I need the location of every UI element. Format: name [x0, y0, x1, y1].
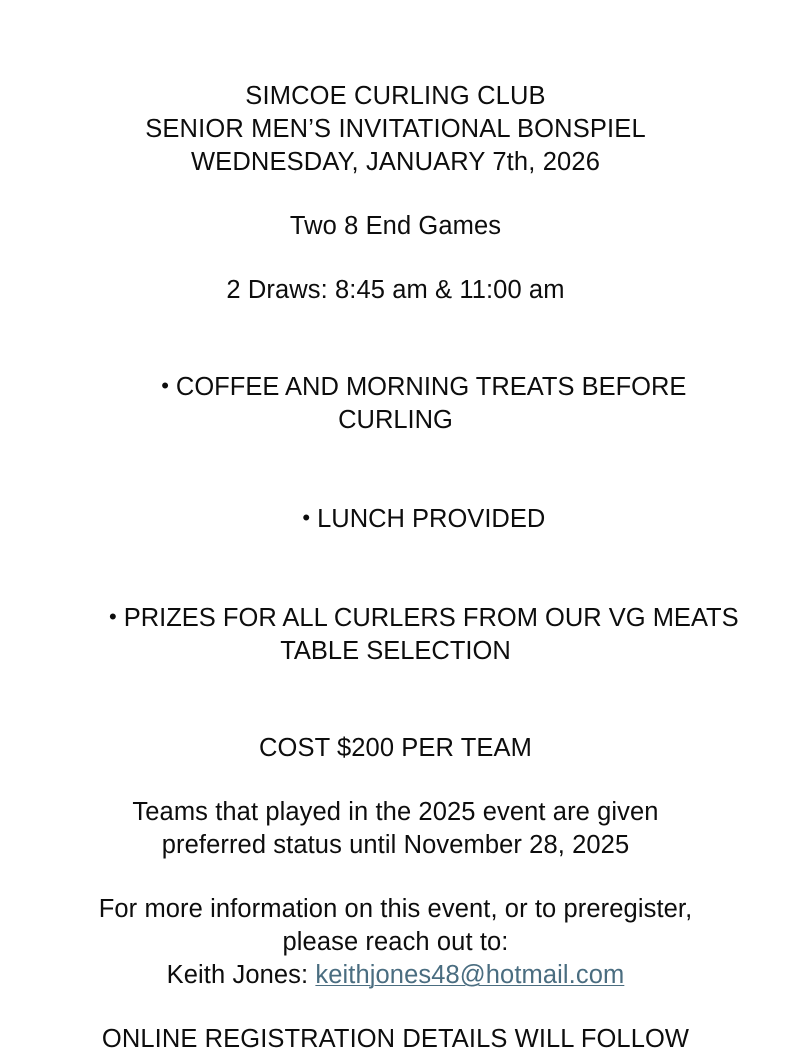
event-date: WEDNESDAY, JANUARY 7th, 2026 [190, 148, 601, 176]
organization-title: SIMCOE CURLING CLUB [245, 82, 546, 110]
bullet-icon: • [161, 373, 169, 399]
list-item-label: LUNCH PROVIDED [317, 505, 546, 533]
bullet-icon: • [109, 604, 117, 630]
list-item [48, 470, 743, 569]
draw-times-block [48, 274, 743, 307]
cost-block [48, 732, 743, 765]
contact-name-label: Keith Jones: [166, 961, 316, 989]
event-name-title: SENIOR MEN’S INVITATIONAL BONSPIEL [145, 115, 646, 143]
inclusions-list [48, 338, 746, 701]
footer-text: ONLINE REGISTRATION DETAILS WILL FOLLOW [101, 1025, 690, 1053]
list-item-label: COFFEE AND MORNING TREATS BEFORE CURLING [175, 373, 694, 434]
contact-line-1: For more information on this event, or to preregister, [98, 895, 693, 923]
list-item-label: PRIZES FOR ALL CURLERS FROM OUR VG MEATS TABLE SELECTION [123, 604, 746, 665]
games-format: Two 8 End Games [289, 212, 502, 240]
preferred-status-block [48, 796, 743, 862]
bullet-icon: • [302, 505, 311, 531]
heading-block [48, 80, 743, 179]
contact-block [48, 893, 743, 992]
flyer-content [0, 80, 791, 1056]
games-format-block [48, 210, 743, 243]
contact-name-line [48, 959, 743, 992]
contact-email-link[interactable]: keithjones48@hotmail.com [315, 961, 625, 989]
list-item [48, 338, 743, 470]
draw-times: 2 Draws: 8:45 am & 11:00 am [226, 276, 565, 304]
list-item [48, 569, 746, 701]
preferred-status-line-1: Teams that played in the 2025 event are given [132, 798, 659, 826]
footer-block [48, 1023, 743, 1056]
cost-text: COST $200 PER TEAM [259, 734, 532, 762]
preferred-status-line-2: preferred status until November 28, 2025 [161, 831, 630, 859]
contact-line-2: please reach out to: [282, 928, 509, 956]
